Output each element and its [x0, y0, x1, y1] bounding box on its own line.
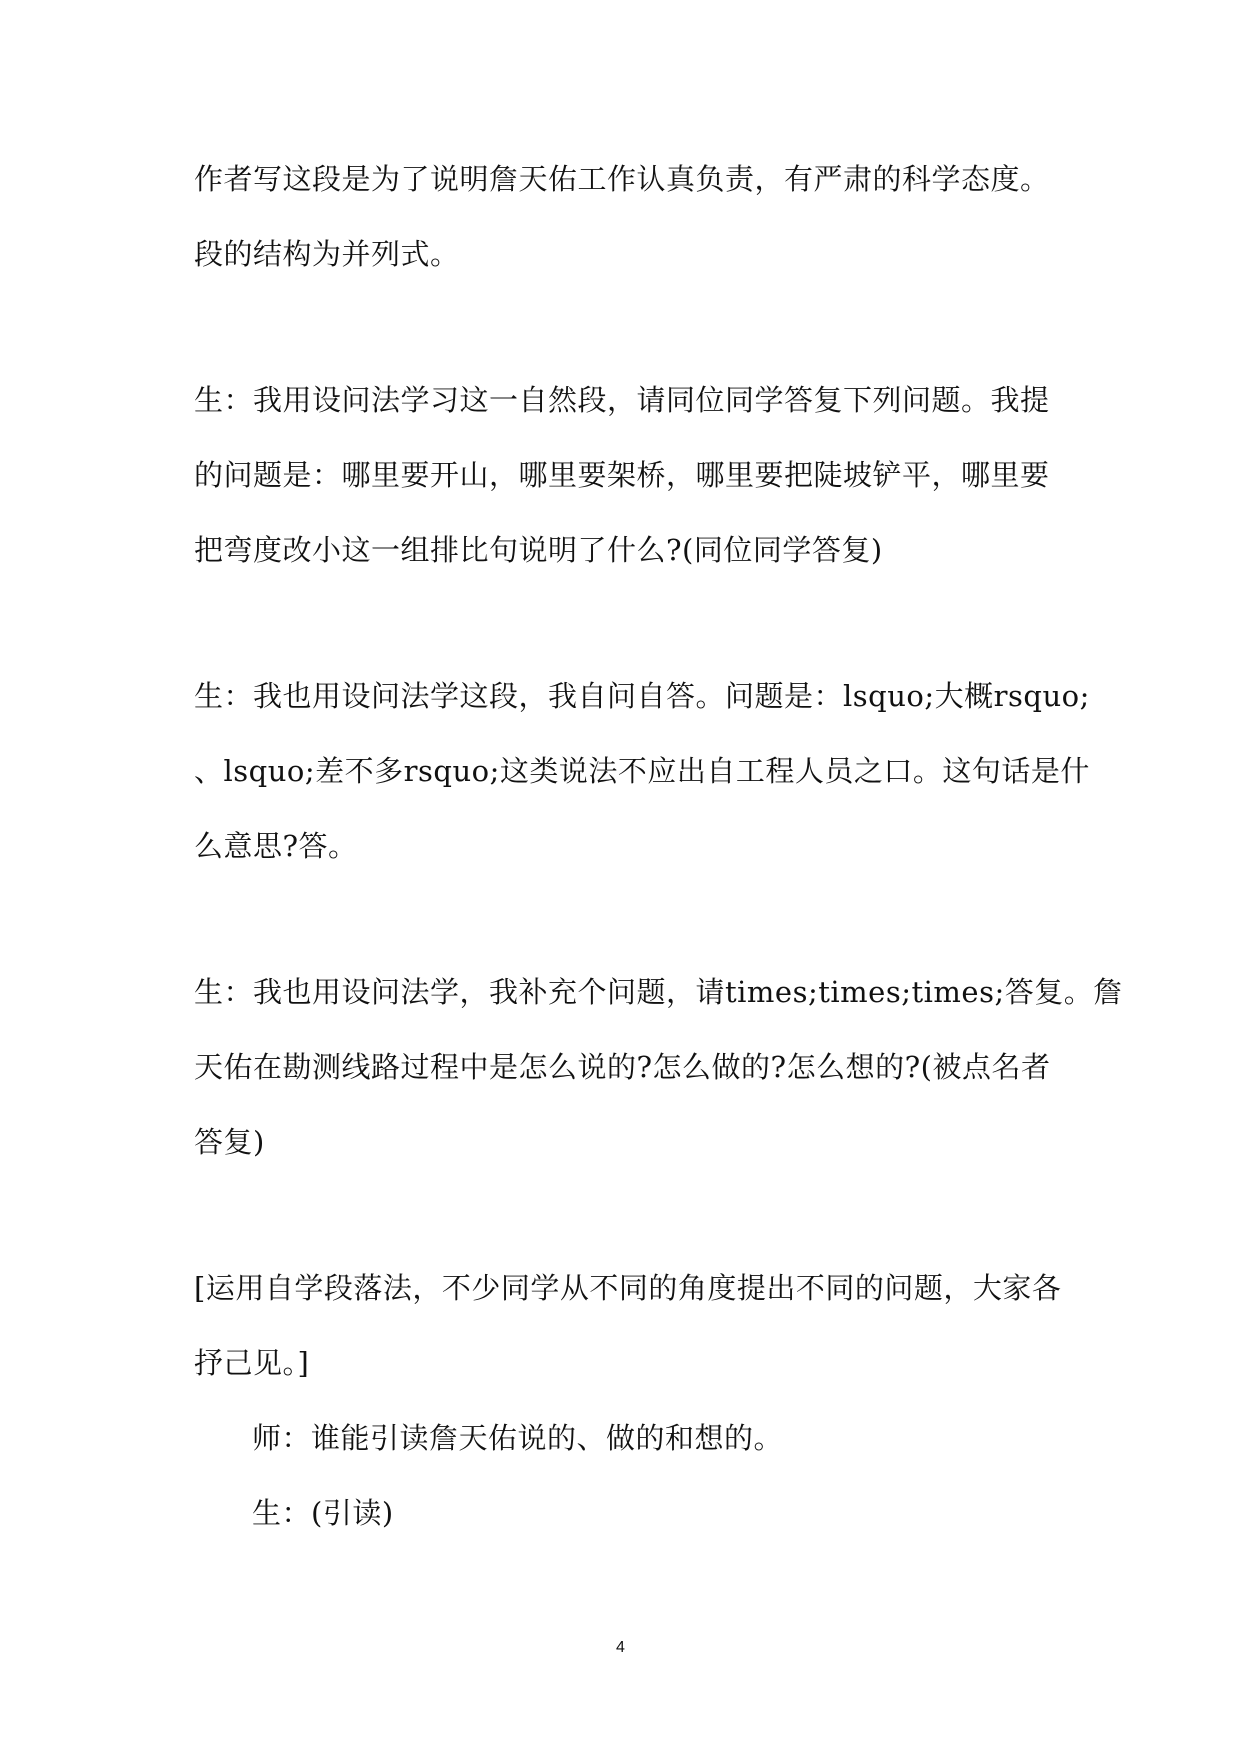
text-line: 的问题是：哪里要开山，哪里要架桥，哪里要把陡坡铲平，哪里要 — [194, 458, 1050, 492]
text-line: 、lsquo;差不多rsquo;这类说法不应出自工程人员之口。这句话是什 — [194, 754, 1090, 788]
page-number: 4 — [616, 1639, 625, 1656]
text-line: 么意思?答。 — [194, 829, 358, 863]
text-line: 生：我也用设问法学，我补充个问题，请times;times;times;答复。詹 — [194, 975, 1123, 1009]
text-line: 把弯度改小这一组排比句说明了什么?(同位同学答复) — [194, 533, 883, 567]
text-line: [运用自学段落法，不少同学从不同的角度提出不同的问题，大家各 — [194, 1271, 1062, 1305]
text-line: 作者写这段是为了说明詹天佑工作认真负责，有严肃的科学态度。 — [194, 162, 1050, 196]
text-line: 抒己见。] — [194, 1346, 310, 1380]
text-line: 生：我也用设问法学这段，我自问自答。问题是：lsquo;大概rsquo; — [194, 679, 1090, 713]
text-line: 生：我用设问法学习这一自然段，请同位同学答复下列问题。我提 — [194, 383, 1050, 417]
text-line: 答复) — [194, 1125, 265, 1159]
text-line: 生：(引读) — [252, 1496, 394, 1530]
text-line: 天佑在勘测线路过程中是怎么说的?怎么做的?怎么想的?(被点名者 — [194, 1050, 1051, 1084]
text-line: 段的结构为并列式。 — [194, 237, 460, 271]
text-line: 师：谁能引读詹天佑说的、做的和想的。 — [252, 1421, 784, 1455]
